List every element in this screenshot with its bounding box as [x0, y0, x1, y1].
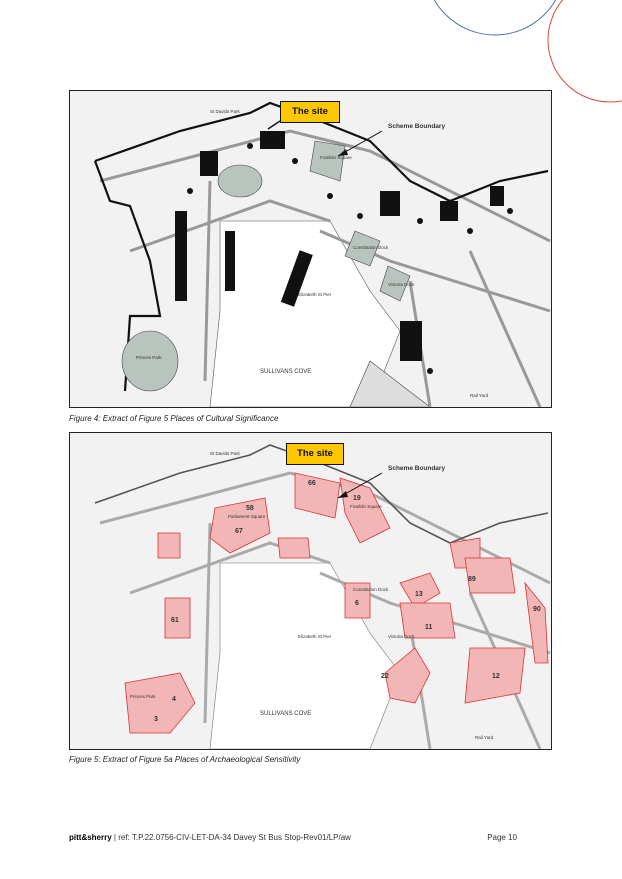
area-13: 13 — [415, 591, 423, 598]
label-parliament-square: Parliament Square — [228, 514, 266, 519]
scheme-boundary-label: Scheme Boundary — [388, 123, 446, 130]
reference-text: | ref: T.P.22.0756-CIV-LET-DA-34 Davey St Bus Stop-Rev01/LP/aw — [111, 833, 351, 842]
area-12: 12 — [492, 673, 500, 680]
area-89: 89 — [468, 576, 476, 583]
page-footer — [69, 833, 550, 842]
label-st-davids-park: St Davids Park — [210, 109, 240, 114]
label-princes-park: Princes Park — [130, 694, 156, 699]
area-67: 67 — [235, 528, 243, 535]
area-4: 4 — [172, 696, 176, 703]
figure-5-caption: Figure 5: Extract of Figure 5a Places of Archaeological Sensitivity — [69, 755, 301, 764]
area-66: 66 — [308, 480, 316, 487]
label-sullivans-cove: SULLIVANS COVE — [260, 369, 312, 375]
area-22: 22 — [381, 673, 389, 680]
area-58: 58 — [246, 505, 254, 512]
label-franklin-square: Franklin Square — [350, 504, 382, 509]
the-site-callout: The site — [286, 443, 344, 465]
label-st-davids-park: St Davids Park — [210, 451, 240, 456]
label-elizabeth-st-pier: Elizabeth St Pier — [298, 634, 332, 639]
area-90: 90 — [533, 606, 541, 613]
label-victoria-dock: Victoria Dock — [388, 634, 415, 639]
label-princes-park: Princes Park — [136, 355, 162, 360]
label-elizabeth-st-pier: Elizabeth St Pier — [298, 292, 332, 297]
label-franklin-square: Franklin Square — [320, 155, 352, 160]
area-11: 11 — [425, 624, 433, 631]
figure-4-map — [69, 90, 552, 408]
label-rail-yard: Rail Yard — [475, 735, 494, 740]
label-constitution-dock: Constitution Dock — [353, 587, 389, 592]
label-victoria-dock: Victoria Dock — [388, 282, 415, 287]
page-number: Page 10 — [487, 833, 517, 842]
label-constitution-dock: Constitution Dock — [353, 245, 389, 250]
area-3: 3 — [154, 716, 158, 723]
area-6: 6 — [355, 600, 359, 607]
scheme-boundary-label: Scheme Boundary — [388, 465, 446, 472]
area-61: 61 — [171, 617, 179, 624]
area-19: 19 — [353, 495, 361, 502]
label-sullivans-cove: SULLIVANS COVE — [260, 711, 312, 717]
the-site-callout: The site — [280, 101, 340, 123]
label-rail-yard: Rail Yard — [470, 393, 489, 398]
figure-5-map — [69, 432, 552, 750]
brand-name: pitt&sherry — [69, 833, 112, 842]
figure-4-caption: Figure 4: Extract of Figure 5 Places of Cultural Significance — [69, 414, 279, 423]
